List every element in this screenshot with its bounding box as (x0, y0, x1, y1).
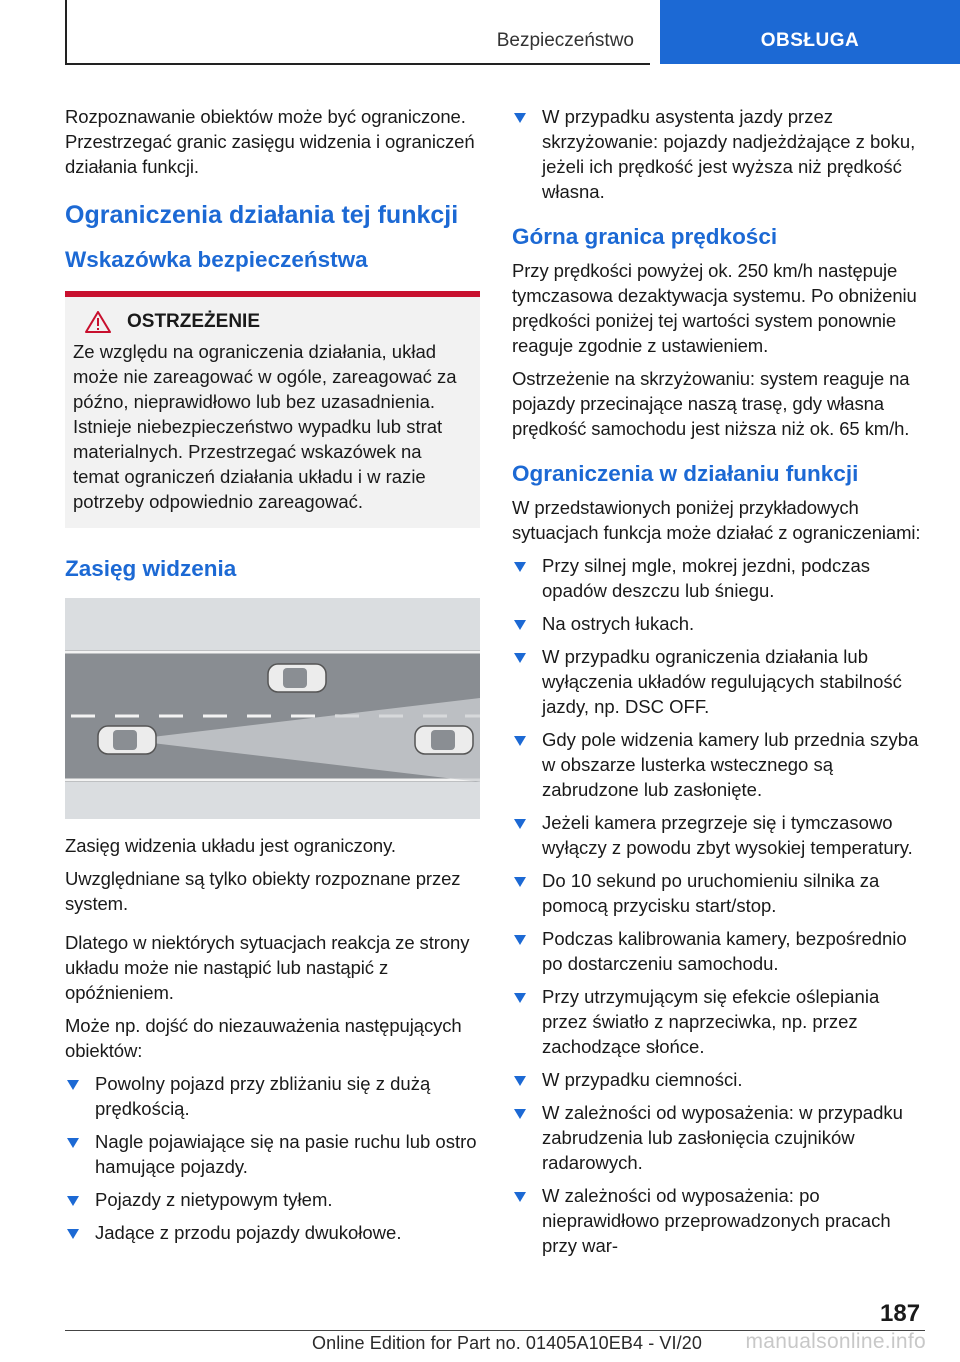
list-item (512, 1067, 927, 1092)
left-bullet-list (65, 1071, 480, 1245)
list-item-text: Powolny pojazd przy zbliżaniu się z dużą prędkością. (95, 1073, 431, 1119)
header-chapter-label: OBSŁUGA (760, 30, 860, 51)
list-item (65, 1071, 480, 1121)
header-section-title: Bezpieczeństwo (496, 30, 634, 51)
triangle-bullet-icon (67, 1080, 79, 1090)
list-item-text: Jadące z przodu pojazdy dwukołowe. (95, 1222, 402, 1243)
list-item (512, 644, 927, 719)
right-bullet-list (512, 553, 927, 1258)
list-item (512, 727, 927, 802)
triangle-bullet-icon (67, 1229, 79, 1239)
heading-function-limits: Ograniczenia działania tej funkcji (65, 201, 459, 229)
triangle-bullet-icon (514, 935, 526, 945)
list-item (65, 1129, 480, 1179)
triangle-bullet-icon (514, 1076, 526, 1086)
header-rule-vertical (65, 0, 67, 64)
range-diagram (65, 598, 480, 819)
speed-paragraph-1: Przy prędkości powyżej ok. 250 km/h następuje tymczasowa dezaktywacja systemu. Po obniżeniu prędkości poniżej tej wartości system ponownie reaguje zgodnie z ustawieniem. (512, 260, 917, 356)
intro-paragraph: Rozpoznawanie obiektów może być ograniczone. Przestrzegać granic zasięgu widzenia i ograniczeń działania funkcji. (65, 106, 475, 177)
header-chapter-tab (660, 0, 960, 64)
warning-title: OSTRZEŻENIE (127, 311, 261, 332)
list-item (65, 1187, 480, 1212)
limits-paragraph: W przedstawionych poniżej przykładowych sytuacjach funkcja może działać z ograniczeniami: (512, 497, 921, 543)
watermark: manualsonline.info (745, 1330, 926, 1353)
triangle-bullet-icon (67, 1196, 79, 1206)
list-item-text: Na ostrych łukach. (542, 613, 695, 634)
list-item-text: W przypadku ciemności. (542, 1069, 743, 1090)
list-item-text: Do 10 sekund po uruchomieniu silnika za pomocą przycisku start/stop. (542, 870, 880, 916)
list-item-text: Przy utrzymującym się efekcie oślepiania przez światło z naprzeciwka, np. przez zachodzące słońce. (542, 986, 880, 1057)
triangle-bullet-icon (514, 1109, 526, 1119)
car-icon-ahead (415, 726, 473, 754)
speed-paragraph-2: Ostrzeżenie na skrzyżowaniu: system reaguje na pojazdy przecinające naszą trasę, gdy własna prędkość samochodu jest niższa niż ok. 65 km/h. (512, 368, 910, 439)
list-item-text: Jeżeli kamera przegrzeje się i tymczasowo wyłączy z powodu zbyt wysokiej temperatury. (542, 812, 913, 858)
left-column (65, 104, 480, 1253)
page-header (0, 0, 960, 66)
list-item-text: W przypadku asystenta jazdy przez skrzyżowanie: pojazdy nadjeżdżające z boku, jeżeli ich prędkość jest wyższa niż prędkość własna. (542, 106, 916, 202)
list-item-text: Pojazdy z nietypowym tyłem. (95, 1189, 333, 1210)
warning-box (65, 297, 480, 528)
triangle-bullet-icon (514, 877, 526, 887)
warning-title-row (85, 311, 472, 333)
list-item (512, 1183, 927, 1258)
list-item-text: W zależności od wyposażenia: po nieprawidłowo przeprowadzonych pracach przy war- (542, 1185, 891, 1256)
list-item (65, 1220, 480, 1245)
triangle-bullet-icon (514, 653, 526, 663)
triangle-bullet-icon (514, 113, 526, 123)
list-item-text: W przypadku ograniczenia działania lub wyłączenia układów regulujących stabilność jazdy, np. DSC OFF. (542, 646, 902, 717)
range-paragraph-1: Zasięg widzenia układu jest ograniczony. (65, 835, 396, 856)
list-item-text: Gdy pole widzenia kamery lub przednia szyba w obszarze lusterka wstecznego są zabrudzone lub zasłonięte. (542, 729, 919, 800)
triangle-bullet-icon (514, 736, 526, 746)
header-rule-horizontal (65, 63, 650, 65)
range-paragraph-3: Dlatego w niektórych sytuacjach reakcja ze strony układu może nie nastąpić lub nastąpić z opóźnieniem. (65, 932, 470, 1003)
right-column (512, 104, 927, 1266)
list-item (512, 104, 927, 204)
list-item-text: Przy silnej mgle, mokrej jezdni, podczas opadów deszczu lub śniegu. (542, 555, 870, 601)
list-item-text: Podczas kalibrowania kamery, bezpośrednio po dostarczeniu samochodu. (542, 928, 907, 974)
car-icon-own (98, 726, 156, 754)
triangle-bullet-icon (514, 993, 526, 1003)
list-item (512, 868, 927, 918)
footer-edition: Online Edition for Part no. 01405A10EB4 - VI/20 (312, 1333, 702, 1353)
heading-range: Zasięg widzenia (65, 556, 237, 581)
list-item (512, 611, 927, 636)
list-item (512, 810, 927, 860)
triangle-bullet-icon (67, 1138, 79, 1148)
triangle-bullet-icon (514, 1192, 526, 1202)
heading-speed-limit: Górna granica prędkości (512, 224, 778, 249)
list-item (512, 1100, 927, 1175)
right-top-bullet-list (512, 104, 927, 204)
warning-triangle-icon (85, 311, 111, 333)
list-item-text: W zależności od wyposażenia: w przypadku zabrudzenia lub zasłonięcia czujników radarowych. (542, 1102, 903, 1173)
warning-text: Ze względu na ograniczenia działania, układ może nie zareagować w ogóle, zareagować za późno, nieprawidłowo lub bez uzasadnienia. Istnieje niebezpieczeństwo wypadku lub strat materialnych. Przestrzegać wskazówek na temat ograniczeń działania układu i w razie potrzeby odpowiednio zareagować. (73, 341, 457, 512)
range-paragraph-4: Może np. dojść do niezauważenia następujących obiektów: (65, 1015, 462, 1061)
list-item-text: Nagle pojawiające się na pasie ruchu lub ostro hamujące pojazdy. (95, 1131, 477, 1177)
list-item (512, 984, 927, 1059)
car-icon-other-lane (268, 664, 326, 692)
triangle-bullet-icon (514, 562, 526, 572)
list-item (512, 926, 927, 976)
heading-safety-note: Wskazówka bezpieczeństwa (65, 247, 368, 272)
triangle-bullet-icon (514, 620, 526, 630)
triangle-bullet-icon (514, 819, 526, 829)
heading-operating-limits: Ograniczenia w działaniu funkcji (512, 461, 859, 486)
range-paragraph-2: Uwzględniane są tylko obiekty rozpoznane przez system. (65, 868, 461, 914)
list-item (512, 553, 927, 603)
page-number: 187 (880, 1300, 921, 1327)
